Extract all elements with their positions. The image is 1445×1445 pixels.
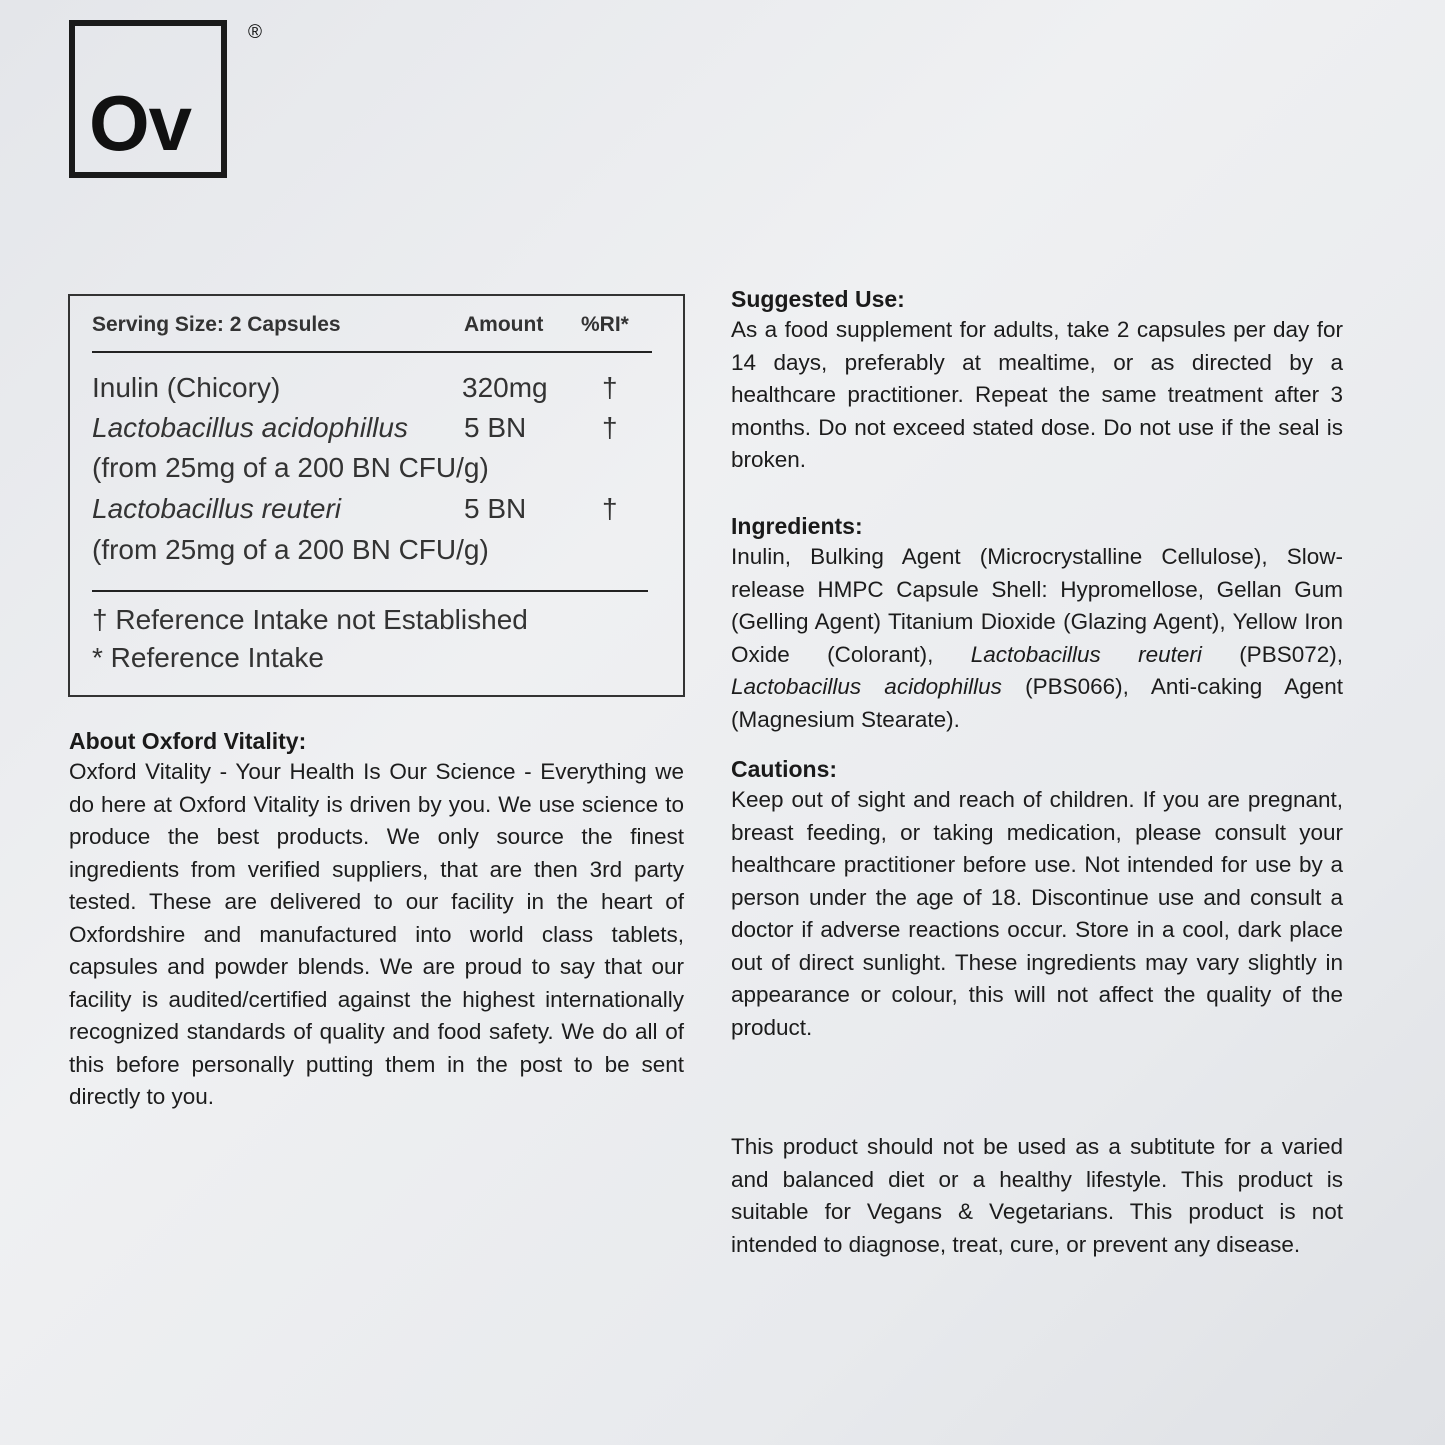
facts-row <box>92 534 652 574</box>
ingredients-text <box>731 541 1343 736</box>
ingredient-amount: 5 BN <box>464 412 527 443</box>
brand-logo <box>69 20 227 178</box>
supplement-facts-panel <box>68 294 685 697</box>
footer-divider <box>92 590 648 592</box>
about-section <box>69 726 684 1114</box>
logo-text: Ov <box>89 79 192 167</box>
cautions-section <box>731 754 1343 1044</box>
ingredient-source: (from 25mg of a 200 BN CFU/g) <box>92 452 489 483</box>
ingredient-name: Inulin (Chicory) <box>92 372 281 403</box>
amount-header: Amount <box>464 313 544 336</box>
facts-row <box>92 372 652 412</box>
disclaimer-text: This product should not be used as a subtitute for a varied and balanced diet or a healthy lifestyle. This product is suitable for Vegans & Vegetarians. This product is not intended to diagnose, treat, cure, or prevent any disease. <box>731 1134 1343 1257</box>
suggested-use-title: Suggested Use: <box>731 286 905 312</box>
ingredients-text-part: (PBS066), Anti-caking Agent (Magnesium Stearate). <box>731 674 1344 732</box>
facts-row <box>92 412 652 452</box>
about-text: Oxford Vitality - Your Health Is Our Science - Everything we do here at Oxford Vitality is driven by you. We use science to produce the best products. We only source the finest ingredients from verified suppliers, that are then 3rd party tested. These are delivered to our facility in the heart of Oxfordshire and manufactured into world class tablets, capsules and powder blends. We are proud to say that our facility is audited/certified against the highest internationally recognized standards of quality and food safety. We do all of this before personally putting them in the post to be sent directly to you. <box>69 759 684 1109</box>
serving-size-header: Serving Size: 2 Capsules <box>92 313 341 336</box>
ingredients-title: Ingredients: <box>731 513 863 539</box>
disclaimer-section <box>731 1131 1343 1261</box>
ingredient-amount: 5 BN <box>464 493 527 524</box>
ri-header: %RI* <box>581 313 629 336</box>
ingredients-italic-part: Lactobacillus acidophillus <box>731 674 1002 699</box>
ingredients-text-part: (PBS072), <box>1201 641 1343 667</box>
reference-note: † Reference Intake not Established <box>92 604 528 635</box>
facts-row <box>92 493 652 533</box>
ingredient-source: (from 25mg of a 200 BN CFU/g) <box>92 534 489 565</box>
cautions-text: Keep out of sight and reach of children. If you are pregnant, breast feeding, or taking medication, please consult your healthcare practitioner before use. Not intended for use by a person under the age of 18. Discontinue use and consult a doctor if adverse reactions occur. Store in a cool, dark place out of direct sunlight. These ingredients may vary slightly in appearance or colour, this will not affect the quality of the product. <box>731 787 1343 1040</box>
ingredient-ri: † <box>602 372 618 403</box>
ingredient-name: Lactobacillus acidophillus <box>92 412 408 443</box>
facts-row <box>92 452 652 492</box>
ingredients-italic-part: Lactobacillus reuteri <box>970 641 1202 667</box>
cautions-title: Cautions: <box>731 756 838 782</box>
ingredient-amount: 320mg <box>462 372 548 403</box>
suggested-use-section <box>731 284 1343 477</box>
header-divider <box>92 351 652 353</box>
ingredient-name: Lactobacillus reuteri <box>92 493 342 524</box>
suggested-use-text: As a food supplement for adults, take 2 capsules per day for 14 days, preferably at mealtime, or as directed by a healthcare practitioner. Repeat the same treatment after 3 months. Do not exceed stated dose. Do not use if the seal is broken. <box>731 317 1343 472</box>
about-title: About Oxford Vitality: <box>69 728 307 754</box>
ingredients-section <box>731 511 1343 736</box>
registered-mark: ® <box>248 22 262 43</box>
ingredient-ri: † <box>602 412 618 443</box>
ingredients-text-part: Inulin, Bulking Agent (Microcrystalline Cellulose), Slow-release HMPC Capsule Shell: Hypromellose, Gellan Gum (Gelling Agent) Titanium Dioxide (Glazing Agent), Yellow Iron Oxide (Colorant), <box>731 544 1343 667</box>
reference-note: * Reference Intake <box>92 642 324 673</box>
ingredient-ri: † <box>602 493 618 524</box>
